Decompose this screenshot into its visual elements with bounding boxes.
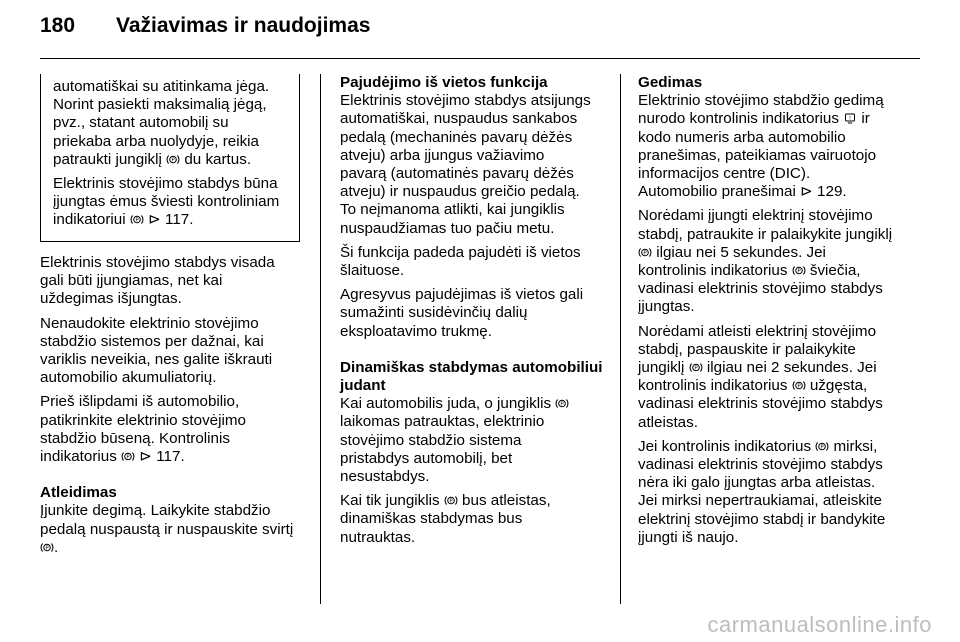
svg-text:!: ! (849, 116, 852, 123)
page-reference-arrow-icon: ⊳ (139, 448, 153, 466)
header-divider (40, 58, 920, 59)
svg-text:P: P (796, 268, 801, 275)
paragraph: Elektrinio stovėjimo stabdžio gedimą nurodo kontrolinis indikatorius ! ir kodo numeris arba automobilio pranešimas, pateikiamas vairuotojo informacijos centre (DIC). Automobilio pranešimai ⊳ 129. (638, 92, 884, 201)
parking-brake-icon (815, 441, 829, 452)
svg-text:P: P (449, 498, 453, 505)
paragraph: Įjunkite degimą. Laikykite stabdžio pedalą nuspaustą ir nuspauskite svirtį P . (40, 502, 294, 556)
parking-brake-icon (792, 265, 806, 276)
column-divider (320, 74, 321, 604)
parking-brake-icon (40, 542, 54, 553)
column-3-body (638, 74, 920, 553)
paragraph: Prieš išlipdami iš automobilio, patikrinkite elektrinio stovėjimo stabdžio būseną. Kontrolinis indikatorius P ⊳ 117. (40, 393, 246, 466)
section-heading: Dinamiškas stabdymas automobiliui judant (340, 358, 603, 395)
brake-malfunction-icon (843, 113, 857, 124)
section-heading: Gedimas (638, 74, 703, 91)
page-number: 180 (40, 14, 76, 37)
column-divider (620, 74, 621, 604)
svg-text:P: P (820, 444, 824, 451)
parking-brake-icon (166, 154, 180, 165)
paragraph: Agresyvus pajudėjimas iš vietos gali sumažinti susidėvinčių dalių eksploatavimo trukmę. (340, 286, 584, 340)
page-header (40, 14, 920, 54)
paragraph: Elektrinis stovėjimo stabdys atsijungs automatiškai, nuspaudus sankabos pedalą (mechaninės pavarų dėžės atveju) arba įjungus važiavimo pavarą (automatinės pavarų dėžės atveju) ir nuspaudus greičio pedalą. To neįmanoma atlikti, kai jungiklis nuspaudžiamas tuo pačiu metu. (340, 92, 591, 237)
section-heading: Atleidimas (40, 484, 117, 502)
section-heading: Pajudėjimo iš vietos funkcija (340, 74, 548, 91)
svg-text:P: P (135, 218, 139, 225)
box-paragraph-2: Elektrinis stovėjimo stabdys būna įjungtas ėmus šviesti kontroliniam indikatoriui P ⊳ 117. (53, 175, 280, 229)
paragraph: Ši funkcija padeda pajudėti iš vietos šlaituose. (340, 243, 581, 280)
svg-text:P: P (560, 401, 564, 408)
svg-text:P: P (796, 383, 801, 390)
svg-text:P: P (126, 454, 130, 461)
parking-brake-icon (689, 362, 703, 373)
svg-text:P: P (693, 365, 698, 372)
parking-brake-icon (130, 214, 144, 225)
column-2-body (340, 74, 610, 553)
paragraph: Nenaudokite elektrinio stovėjimo stabdžio sistemos per dažnai, kai variklis neveikia, nes galite iškrauti automobilio akumuliatorių. (40, 314, 273, 387)
paragraph: Elektrinis stovėjimo stabdys visada gali būti įjungiamas, net kai uždegimas išjungtas. (40, 254, 275, 308)
parking-brake-icon (555, 398, 569, 409)
parking-brake-icon (444, 495, 458, 506)
page-title: Važiavimas ir naudojimas (116, 14, 371, 37)
box-paragraph-1: automatiškai su atitinkama jėga. Norint pasiekti maksimalią jėgą, pvz., statant automobilį su priekaba arba nuolydyje, reikia patraukti jungiklį P du kartus. (53, 78, 270, 168)
paragraph: Kai automobilis juda, o jungiklis P laikomas patrauktas, elektrinio stovėjimo stabdžio sistema pristabdys automobilį, bet nesustabdys. (340, 395, 610, 486)
paragraph: Norėdami įjungti elektrinį stovėjimo stabdį, patraukite ir palaikykite jungiklį P ilgiau nei 5 sekundes. Jei kontrolinis indikatorius P šviečia, vadinasi elektrinis stovėjimo stabdys įjungtas. (638, 207, 893, 316)
svg-text:P: P (45, 545, 49, 552)
paragraph: Norėdami atleisti elektrinį stovėjimo stabdį, paspauskite ir palaikykite jungiklį P ilgiau nei 2 sekundes. Jei kontrolinis indikatorius P užgęsta, vadinasi elektrinis stovėjimo stabdys atleistas. (638, 322, 883, 431)
parking-brake-icon (792, 380, 806, 391)
svg-text:P: P (643, 250, 647, 257)
svg-text:P: P (171, 157, 175, 164)
info-box (40, 74, 300, 242)
paragraph: Jei kontrolinis indikatorius P mirksi, vadinasi elektrinis stovėjimo stabdys nėra iki galo įjungtas arba atleistas. Jei mirksi nepertraukiamai, atleiskite elektrinį stovėjimo stabdį ir bandykite įjungti iš naujo. (638, 437, 886, 546)
paragraph: Kai tik jungiklis P bus atleistas, dinamiškas stabdymas bus nutrauktas. (340, 492, 551, 546)
page-reference-arrow-icon: ⊳ (148, 211, 161, 229)
page-reference-arrow-icon: ⊳ (800, 183, 813, 201)
watermark: carmanualsonline.info (707, 612, 932, 637)
parking-brake-icon (638, 247, 652, 258)
column-1-body (40, 254, 310, 563)
parking-brake-icon (121, 451, 135, 462)
